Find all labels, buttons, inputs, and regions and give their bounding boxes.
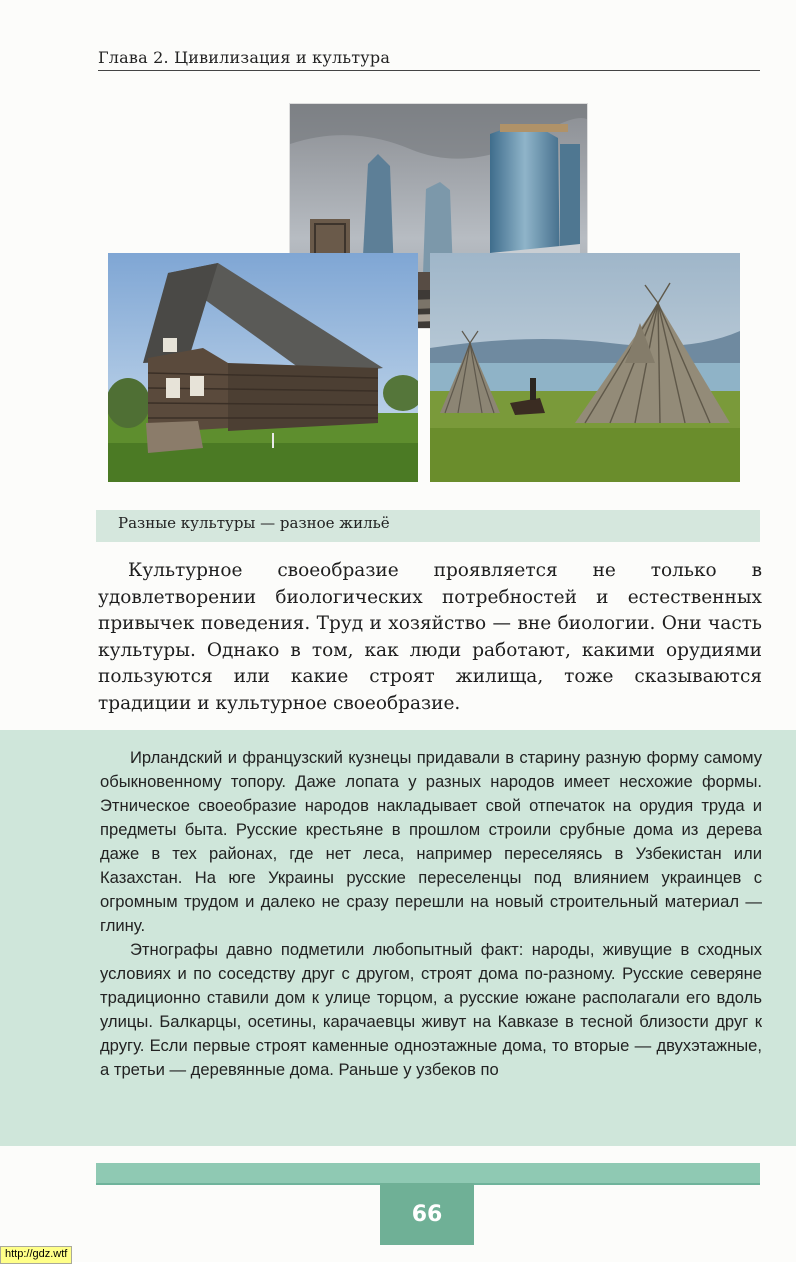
running-header: Глава 2. Цивилизация и культура xyxy=(98,48,760,71)
log-house-photo xyxy=(108,253,418,482)
footer-bar xyxy=(96,1163,760,1183)
main-paragraph: Культурное своеобразие проявляется не только в удовлетворении биологических потребностей и естественных привычек поведения. Труд и хозяйство — вне биологии. Они часть культуры. Однако в том, как люди работают, какими орудиями пользуются или какие строят жилища, тоже сказываются традиции и культурное своеобразие. xyxy=(98,560,762,714)
supplementary-text xyxy=(100,746,762,1082)
figure-caption: Разные культуры — разное жильё xyxy=(118,514,390,532)
tent-dwelling-photo xyxy=(430,253,740,482)
box-paragraph-1: Ирландский и французский кузнецы придавали в старину разную форму самому обыкновенному топору. Даже лопата у разных народов имеет несхожие формы. Этническое своеобразие народов накладывает свой отпечаток на орудия труда и предметы быта. Русские крестьяне в прошлом строили срубные дома из дерева даже в тех районах, где нет леса, например переселяясь в Узбекистан или Казахстан. На юге Украины русские переселенцы под влиянием украинцев с огромным трудом и далеко не сразу перешли на новый строительный материал — глину. xyxy=(100,748,762,935)
page-number: 66 xyxy=(380,1183,474,1245)
box-paragraph-2: Этнографы давно подметили любопытный факт: народы, живущие в сходных условиях и по соседству друг с другом, строят дома по-разному. Русские северяне традиционно ставили дом к улице торцом, а русские южане располагали его вдоль улицы. Балкарцы, осетины, карачаевцы живут на Кавказе в тесной близости друг к другу. Если первые строят каменные одноэтажные дома, то вторые — двухэтажные, а третьи — деревянные дома. Раньше у узбеков по xyxy=(100,940,762,1079)
watermark-link[interactable]: http://gdz.wtf xyxy=(0,1246,72,1264)
